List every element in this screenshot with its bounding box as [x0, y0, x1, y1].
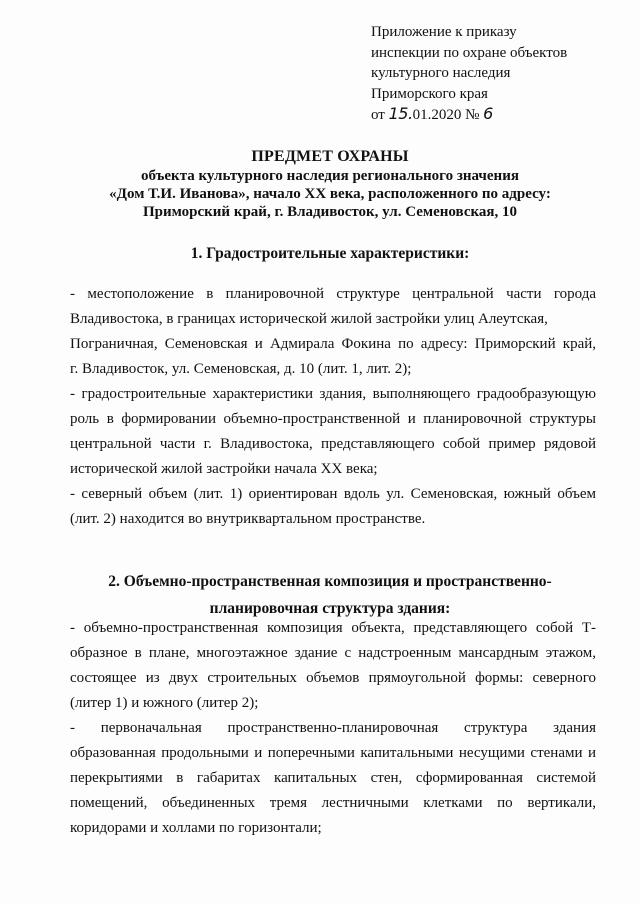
section-2-line: - первоначальная пространственно-планировочная структура здания	[70, 720, 596, 736]
section-2-line: помещений, объединенных тремя лестничными клетками по вертикали,	[70, 795, 596, 811]
section-2-body	[70, 616, 596, 841]
date-rest: 01.2020 №	[412, 107, 484, 123]
section-2-heading-line-2: планировочная структура здания:	[209, 600, 451, 617]
section-1-body	[70, 282, 596, 532]
appendix-line-2: инспекции по охране объектов	[371, 44, 568, 61]
title-main: ПРЕДМЕТ ОХРАНЫ	[251, 148, 409, 165]
section-2-line: состоящее из двух строительных объемов прямоугольной формы: северного	[70, 670, 596, 686]
section-1-line: - градостроительные характеристики здания, выполняющего градообразующую	[70, 386, 596, 402]
section-2-heading-line-1: 2. Объемно-пространственная композиция и пространственно-	[108, 573, 552, 590]
section-1-line: Владивостока, в границах исторической жилой застройки улиц Алеутская,	[70, 311, 548, 327]
section-1-line: (лит. 2) находится во внутриквартальном пространстве.	[70, 511, 426, 527]
section-1-line: - местоположение в планировочной структуре центральной части города	[70, 286, 596, 302]
document-title	[30, 147, 630, 221]
section-1-line: Пограничная, Семеновская и Адмирала Фокина по адресу: Приморский край,	[70, 336, 596, 352]
section-2-line: перекрытиями в габаритах капитальных стен, сформированная системой	[70, 770, 596, 786]
title-subtitle-1: объекта культурного наследия регионального значения	[141, 168, 519, 184]
section-2-line: образное в плане, многоэтажное здание с надстроенным мансардным этажом,	[70, 645, 596, 661]
appendix-line-1: Приложение к приказу	[371, 24, 517, 40]
section-1-line: исторической жилой застройки начала XX века;	[70, 461, 378, 477]
section-2-line: коридорами и холлами по горизонтали;	[70, 820, 322, 836]
section-1-line: центральной части г. Владивостока, представляющего собой пример рядовой	[70, 436, 596, 452]
section-2-heading	[30, 568, 630, 622]
appendix-date-line	[371, 104, 621, 126]
section-1-line: г. Владивосток, ул. Семеновская, д. 10 (лит. 1, лит. 2);	[70, 361, 412, 377]
section-2-line: - объемно-пространственная композиция объекта, представляющего собой Т-	[70, 620, 596, 636]
section-2-line: (литер 1) и южного (литер 2);	[70, 695, 259, 711]
section-1-line: роль в формировании объемно-пространственной и планировочной структуры	[70, 411, 596, 427]
title-subtitle-2: «Дом Т.И. Иванова», начало XX века, расположенного по адресу:	[109, 186, 551, 202]
section-2-line: образованная продольными и поперечными капитальными несущими стенами и	[70, 745, 596, 761]
appendix-line-4: Приморского края	[371, 85, 488, 102]
date-handwritten-day: 15.	[388, 104, 413, 123]
appendix-note	[371, 22, 621, 126]
section-1-heading: 1. Градостроительные характеристики:	[190, 245, 470, 262]
appendix-line-3: культурного наследия	[371, 65, 511, 81]
date-prefix: от	[371, 107, 389, 123]
order-number-handwritten: 6	[483, 104, 493, 123]
title-subtitle-3: Приморский край, г. Владивосток, ул. Семеновская, 10	[142, 204, 518, 220]
section-1-line: - северный объем (лит. 1) ориентирован вдоль ул. Семеновская, южный объем	[70, 486, 596, 502]
